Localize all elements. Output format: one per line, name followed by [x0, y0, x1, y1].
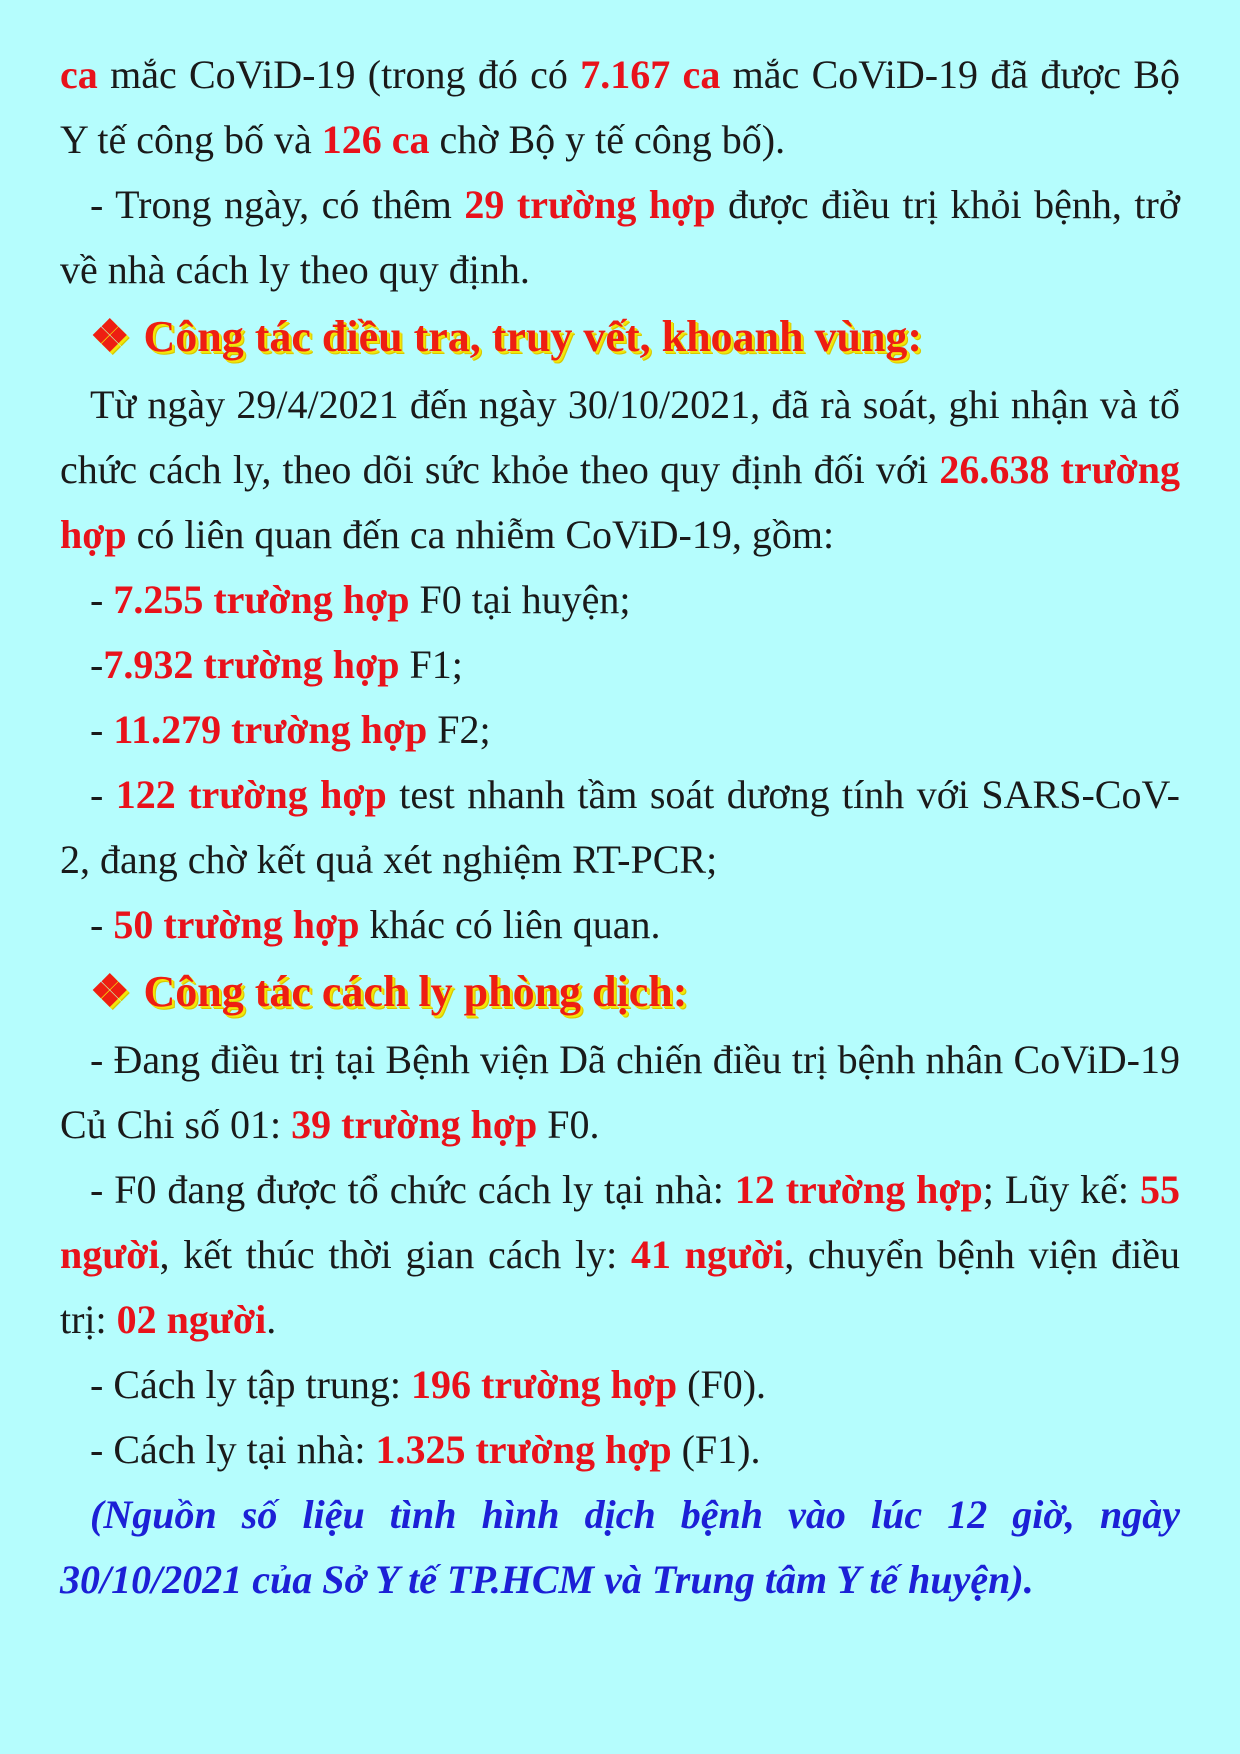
bullet-prefix: - [90, 902, 114, 947]
highlight: 126 ca [321, 117, 430, 162]
list-item-other [60, 892, 1180, 957]
bullet-prefix: - [90, 577, 114, 622]
text: , chuyển bệnh viện điều trị: [60, 1232, 1181, 1342]
text: - F0 đang được tổ chức cách ly tại nhà: [90, 1167, 735, 1212]
diamond-bullet-icon: ❖ [90, 312, 130, 361]
text: (F0). [677, 1362, 767, 1407]
heading-text: Công tác cách ly phòng dịch: [143, 967, 688, 1016]
highlight: 7.255 trường hợp [113, 577, 410, 622]
text: ; Lũy kế: [982, 1167, 1140, 1212]
highlight: 29 trường hợp [464, 182, 716, 227]
highlight: 11.279 trường hợp [113, 707, 428, 752]
paragraph-home-isolation-f0 [60, 1157, 1180, 1352]
data-source-note: (Nguồn số liệu tình hình dịch bệnh vào lúc 12 giờ, ngày 30/10/2021 của Sở Y tế TP.HCM và Trung tâm Y tế huyện). [60, 1492, 1180, 1602]
text: . [266, 1297, 277, 1342]
bullet-prefix: - [90, 707, 114, 752]
diamond-bullet-icon: ❖ [90, 967, 130, 1016]
highlight: 39 trường hợp [291, 1102, 538, 1147]
text: Từ ngày 29/4/2021 đến ngày 30/10/2021, đã rà soát, ghi nhận và tổ chức cách ly, theo dõi sức khỏe theo quy định đối với [60, 382, 1180, 492]
text: có liên quan đến ca nhiễm CoViD-19, gồm: [126, 512, 835, 557]
bullet-prefix: - [90, 772, 116, 817]
highlight: 1.325 trường hợp [375, 1427, 672, 1472]
text: khác có liên quan. [359, 902, 661, 947]
text: (F1). [671, 1427, 761, 1472]
text: , kết thúc thời gian cách ly: [159, 1232, 631, 1277]
highlight: 12 trường hợp [734, 1167, 983, 1212]
heading-text: Công tác điều tra, truy vết, khoanh vùng: [143, 312, 923, 361]
highlight: 41 người [630, 1232, 785, 1277]
highlight: 55 người [60, 1167, 1180, 1277]
list-item-f2 [60, 697, 1180, 762]
text: chờ Bộ y tế công bố). [429, 117, 786, 162]
text: - Cách ly tập trung: [90, 1362, 412, 1407]
text: - Cách ly tại nhà: [90, 1427, 376, 1472]
paragraph-recovered [60, 172, 1180, 302]
paragraph-home-isolation-f1 [60, 1417, 1180, 1482]
text: mắc CoViD-19 đã được Bộ Y tế công bố và [60, 52, 1181, 162]
text: F1; [399, 642, 463, 687]
text: F2; [427, 707, 491, 752]
paragraph-tracing-summary [60, 372, 1180, 567]
list-item-f0 [60, 567, 1180, 632]
section-heading-tracing [90, 302, 1180, 372]
section-heading-isolation [90, 957, 1180, 1027]
highlight: 122 trường hợp [115, 772, 387, 817]
text: F0. [537, 1102, 600, 1147]
highlight: 7.932 trường hợp [103, 642, 400, 687]
paragraph-centralized-isolation [60, 1352, 1180, 1417]
text: test nhanh tầm soát dương tính với SARS-CoV-2, đang chờ kết quả xét nghiệm RT-PCR; [60, 772, 1180, 882]
highlight: 26.638 trường hợp [60, 447, 1180, 557]
text: - Trong ngày, có thêm [90, 182, 465, 227]
paragraph-covid-cases [60, 42, 1180, 172]
text: F0 tại huyện; [409, 577, 631, 622]
text: mắc CoViD-19 (trong đó có [97, 52, 581, 97]
highlight: 02 người [116, 1297, 267, 1342]
highlight: 7.167 ca [580, 52, 721, 97]
list-item-f1 [60, 632, 1180, 697]
paragraph-field-hospital [60, 1027, 1180, 1157]
bullet-prefix: - [90, 642, 104, 687]
list-item-rapid-test [60, 762, 1180, 892]
text: được điều trị khỏi bệnh, trở về nhà cách ly theo quy định. [60, 182, 1181, 292]
highlight: 50 trường hợp [113, 902, 360, 947]
text: - Đang điều trị tại Bệnh viện Dã chiến điều trị bệnh nhân CoViD-19 Củ Chi số 01: [60, 1037, 1180, 1147]
highlight: ca [60, 52, 98, 97]
highlight: 196 trường hợp [411, 1362, 678, 1407]
